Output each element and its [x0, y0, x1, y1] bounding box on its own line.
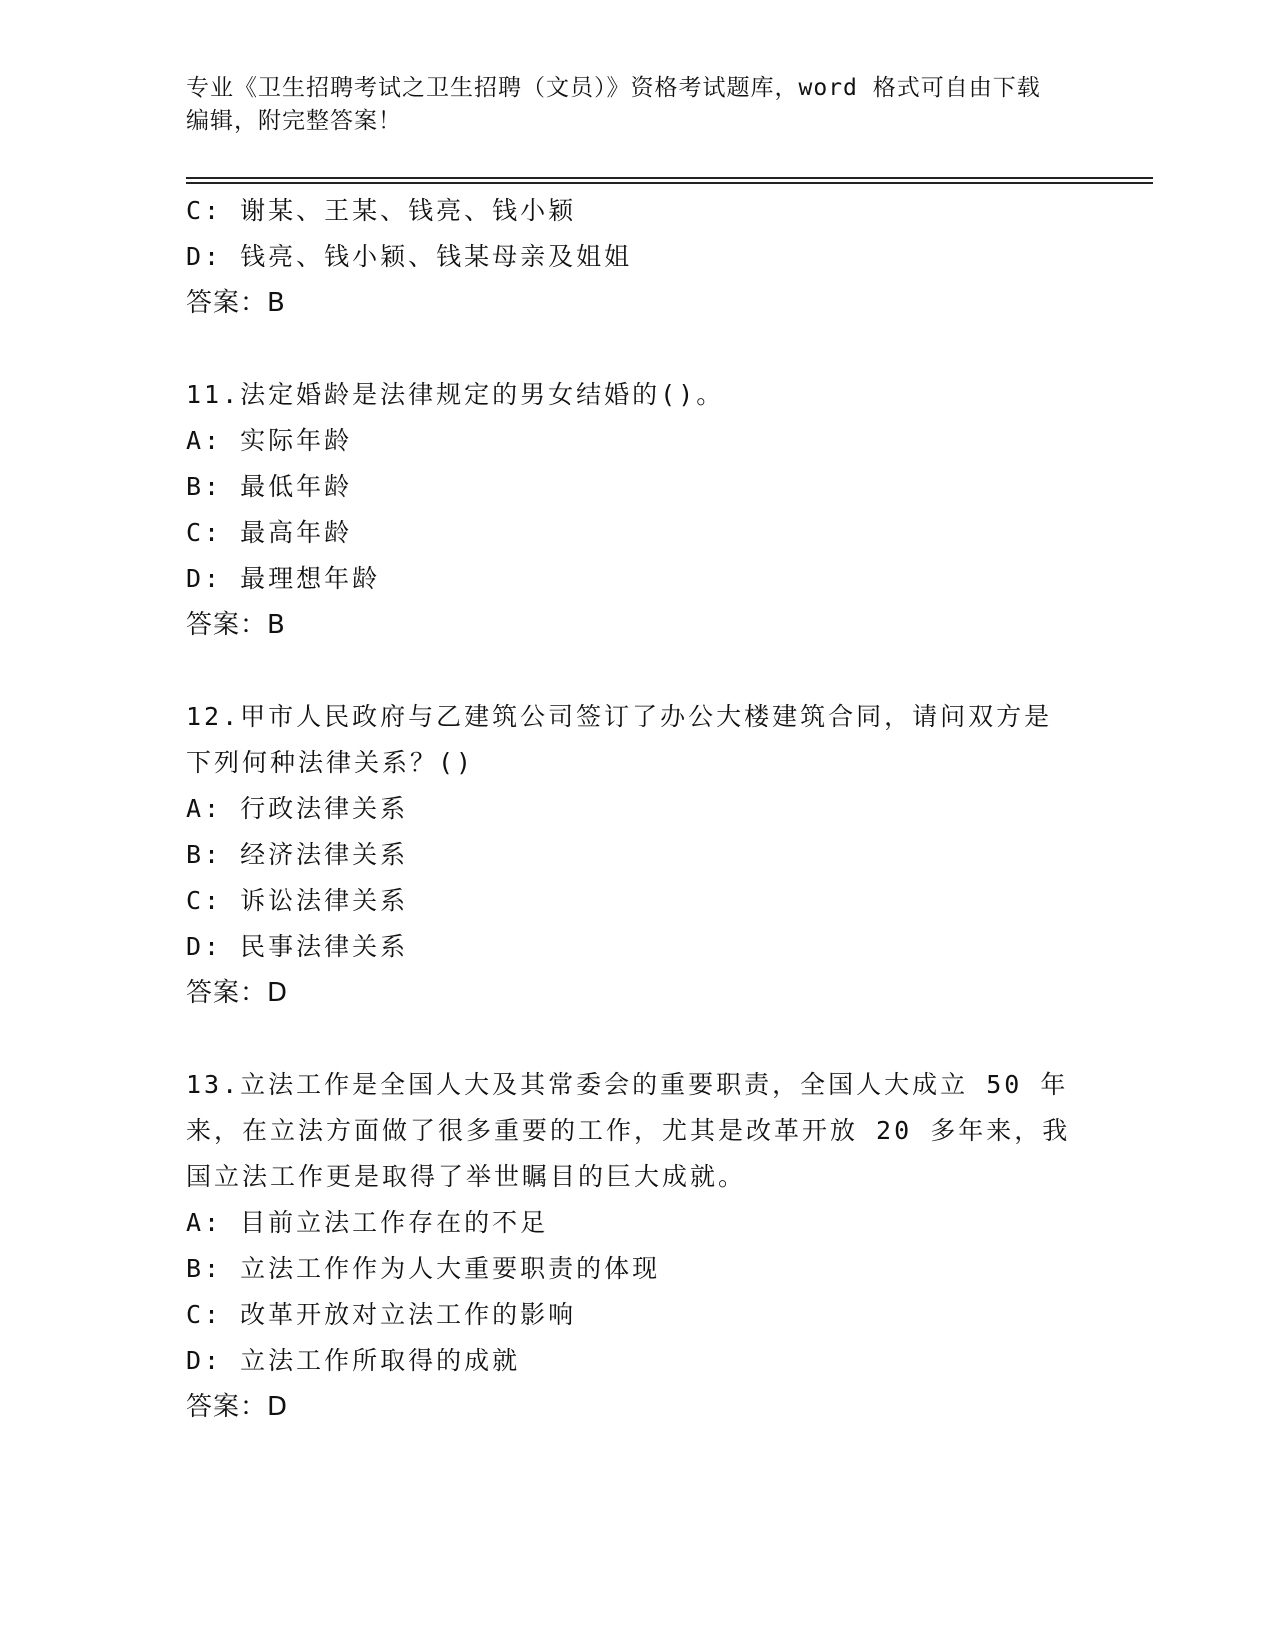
option-c: C: 诉讼法律关系 — [186, 886, 409, 915]
question-list — [186, 188, 1086, 1430]
option-d: D: 钱亮、钱小颖、钱某母亲及姐姐 — [186, 242, 633, 271]
question-stem-line-3: 国立法工作更是取得了举世瞩目的巨大成就。 — [186, 1162, 747, 1191]
spacer — [186, 326, 1086, 372]
question-12 — [186, 694, 1086, 1016]
spacer — [186, 1016, 1086, 1062]
option-b: B: 立法工作作为人大重要职责的体现 — [186, 1254, 661, 1283]
question-stem-line-2: 下列何种法律关系？() — [186, 748, 475, 777]
question-stem: 11.法定婚龄是法律规定的男女结婚的()。 — [186, 380, 725, 409]
option-d: D: 立法工作所取得的成就 — [186, 1346, 521, 1375]
option-a: A: 实际年龄 — [186, 426, 353, 455]
document-header — [186, 72, 1086, 138]
answer: 答案：D — [186, 1392, 289, 1422]
question-10-tail — [186, 188, 1086, 326]
option-c: C: 最高年龄 — [186, 518, 353, 547]
question-11 — [186, 372, 1086, 648]
answer: 答案：B — [186, 288, 286, 318]
question-stem-line-2: 来，在立法方面做了很多重要的工作，尤其是改革开放 20 多年来，我 — [186, 1116, 1071, 1145]
header-divider-bottom — [186, 182, 1153, 184]
option-a: A: 目前立法工作存在的不足 — [186, 1208, 549, 1237]
option-c: C: 谢某、王某、钱亮、钱小颖 — [186, 196, 577, 225]
answer: 答案：B — [186, 610, 286, 640]
header-line-2: 编辑，附完整答案！ — [186, 108, 402, 134]
header-divider-top — [186, 177, 1153, 179]
question-stem-line-1: 13.立法工作是全国人大及其常委会的重要职责，全国人大成立 50 年 — [186, 1070, 1069, 1099]
option-b: B: 经济法律关系 — [186, 840, 409, 869]
option-d: D: 民事法律关系 — [186, 932, 409, 961]
answer: 答案：D — [186, 978, 289, 1008]
header-line-1: 专业《卫生招聘考试之卫生招聘（文员）》资格考试题库，word 格式可自由下载 — [186, 75, 1041, 101]
spacer — [186, 648, 1086, 694]
option-d: D: 最理想年龄 — [186, 564, 381, 593]
option-c: C: 改革开放对立法工作的影响 — [186, 1300, 577, 1329]
option-b: B: 最低年龄 — [186, 472, 353, 501]
question-stem-line-1: 12.甲市人民政府与乙建筑公司签订了办公大楼建筑合同，请问双方是 — [186, 702, 1053, 731]
option-a: A: 行政法律关系 — [186, 794, 409, 823]
question-13 — [186, 1062, 1086, 1430]
